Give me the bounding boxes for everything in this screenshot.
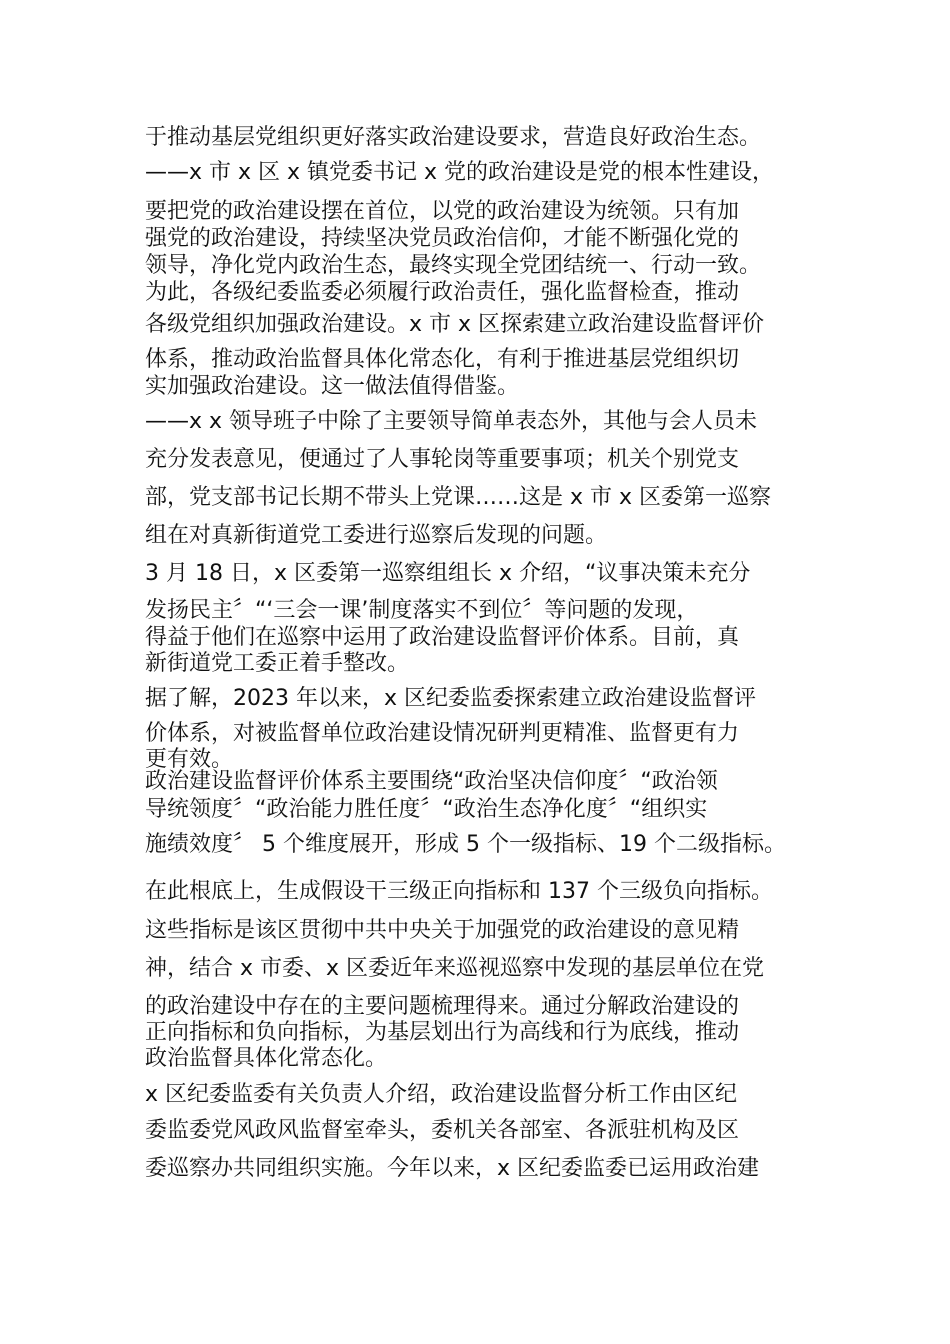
text-line-32: 委巡察办共同组织实施。今年以来，x 区纪委监委已运用政治建 — [145, 1156, 760, 1181]
text-line-23: 施绩效度〞 5 个维度展开，形成 5 个一级指标、19 个二级指标。 — [145, 832, 786, 857]
text-line-20: 更有效。 — [145, 747, 234, 772]
text-line-10: ——x x 领导班子中除了主要领导简单表态外，其他与会人员未 — [145, 409, 758, 434]
text-line-16: 得益于他们在巡察中运用了政治建设监督评价体系。目前，真 — [145, 625, 740, 650]
text-line-30: x 区纪委监委有关负责人介绍，政治建设监督分析工作由区纪 — [145, 1082, 738, 1107]
text-line-25: 这些指标是该区贯彻中共中央关于加强党的政治建设的意见精 — [145, 918, 740, 943]
text-line-12: 部，党支部书记长期不带头上党课……这是 x 市 x 区委第一巡察 — [145, 485, 772, 510]
text-line-19: 价体系，对被监督单位政治建设情况研判更精准、监督更有力 — [145, 721, 740, 746]
text-line-13: 组在对真新街道党工委进行巡察后发现的问题。 — [145, 523, 608, 548]
text-line-11: 充分发表意见，便通过了人事轮岗等重要事项；机关个别党支 — [145, 447, 740, 472]
text-line-1: 于推动基层党组织更好落实政治建设要求，营造良好政治生态。 — [145, 125, 762, 150]
text-line-31: 委监委党风政风监督室牵头，委机关各部室、各派驻机构及区 — [145, 1118, 740, 1143]
text-line-9: 实加强政治建设。这一做法值得借鉴。 — [145, 374, 520, 399]
text-line-8: 体系，推动政治监督具体化常态化，有利于推进基层党组织切 — [145, 347, 740, 372]
text-line-21: 政治建设监督评价体系主要围绕“政治坚决信仰度〞“政治领 — [145, 769, 718, 794]
text-line-14: 3 月 18 日，x 区委第一巡察组组长 x 介绍，“议事决策未充分 — [145, 561, 751, 586]
text-line-4: 强党的政治建设，持续坚决党员政治信仰，才能不断强化党的 — [145, 226, 740, 251]
text-line-29: 政治监督具体化常态化。 — [145, 1046, 388, 1071]
text-line-3: 要把党的政治建设摆在首位，以党的政治建设为统领。只有加 — [145, 199, 740, 224]
text-line-22: 导统领度〞“政治能力胜任度〞“政治生态净化度〞“组织实 — [145, 797, 708, 822]
text-line-17: 新街道党工委正着手整改。 — [145, 651, 410, 676]
text-line-5: 领导，净化党内政治生态，最终实现全党团结统一、行动一致。 — [145, 253, 762, 278]
text-line-28: 正向指标和负向指标，为基层划出行为高线和行为底线，推动 — [145, 1020, 740, 1045]
text-line-2: ——x 市 x 区 x 镇党委书记 x 党的政治建设是党的根本性建设， — [145, 160, 775, 185]
text-line-7: 各级党组织加强政治建设。x 市 x 区探索建立政治建设监督评价 — [145, 312, 765, 337]
text-line-27: 的政治建设中存在的主要问题梳理得来。通过分解政治建设的 — [145, 994, 740, 1019]
text-line-24: 在此根底上，生成假设干三级正向指标和 137 个三级负向指标。 — [145, 879, 773, 904]
text-line-18: 据了解，2023 年以来，x 区纪委监委探索建立政治建设监督评 — [145, 686, 756, 711]
text-line-26: 神，结合 x 市委、x 区委近年来巡视巡察中发现的基层单位在党 — [145, 956, 765, 981]
text-line-15: 发扬民主〞“‘三会一课’制度落实不到位〞等问题的发现， — [145, 598, 699, 623]
text-line-6: 为此，各级纪委监委必须履行政治责任，强化监督检查，推动 — [145, 280, 740, 305]
